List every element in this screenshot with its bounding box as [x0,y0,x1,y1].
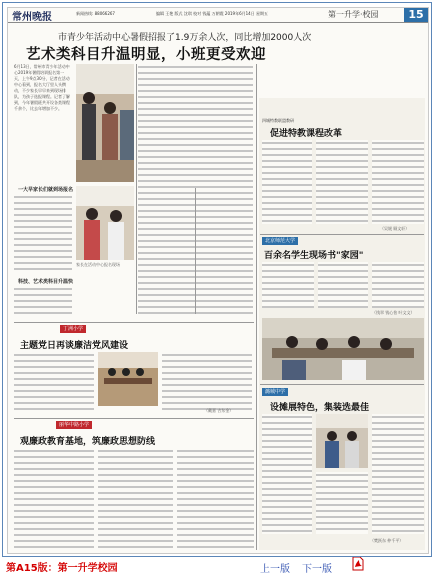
section-divider [14,418,254,419]
right-bottom-body [262,414,312,534]
story3-body [98,448,173,548]
hotline: 新闻热线: 88066267 [76,11,115,16]
story2-photo [98,352,158,406]
masthead [8,8,428,23]
right-story-title: 百余名学生现场书"家园" [264,251,364,261]
story3-tag: 丽华中路小学 [56,421,92,429]
story3-body [177,448,254,548]
right-bottom-title: 设摊展特色，集装选最佳 [270,403,370,413]
lead-photo [76,64,134,182]
section-name: 第一升学·校园 [328,10,379,19]
section-divider [260,384,424,385]
story2-caption: （戴嘉 吉东金） [204,408,234,413]
masthead-info: 编辑 王艳 版式 沈琪 校对 钱蕴 万朝霞 2019年6月14日 星期五 [156,11,268,16]
section-divider [14,322,254,323]
lead-body-column [14,194,72,274]
right-top-body [372,140,424,224]
right-story-photo [262,318,424,380]
prev-page-link[interactable]: 上一版 [260,564,290,575]
story3-body [14,448,94,548]
lead-subhead-2: 科技、艺术类科目升温快 [18,279,74,285]
section-divider [260,234,424,235]
right-bottom-body [372,414,424,534]
right-story-body [262,262,314,308]
right-story-body [318,262,368,308]
next-page-link[interactable]: 下一版 [302,564,332,575]
right-top-body [262,140,312,224]
right-bottom-body [316,472,368,534]
lead-kicker: 市青少年活动中心暑假招报了1.9万余人次，同比增加2000人次 [58,33,312,43]
story2-title: 主题党日再谈廉洁党风建设 [20,341,129,351]
newspaper-logo: 常州晚报 [12,12,52,23]
lead-body-text: 6月13日，常州市青少年活动中心2019年暑假培训报名第一天，上午9点30分，记者在活动中心看到，报名大厅里人头攒动，不少家长早早来到现场排队，为孩子选报课程。记者了解到，今年暑假班共开设各类课程千余个，比去年增加不少。 [14,64,70,111]
lead-body-column [14,286,72,316]
right-bottom-tag: 潞城中学 [262,388,288,396]
page-frame [2,2,432,557]
right-story-tag: 北京师范大学 [262,237,298,245]
right-story-body [372,262,424,308]
right-top-body [316,140,368,224]
story2-body [162,352,252,414]
right-bottom-photo [316,414,368,468]
right-top-caption: （吴媛 顾文轩） [380,226,410,231]
right-top-label: 四城特教联盟教研 [262,118,294,123]
main-column-rule [256,64,257,550]
lead-photo-2 [76,186,134,260]
column-rule [136,64,137,314]
page-number-badge: 15 [404,8,428,22]
lead-subhead-1: 一大早家长们就到场报名 [18,187,74,193]
newspaper-page [7,7,429,554]
lead-photo-caption: 家长在活动中心报名现场 [76,262,120,267]
right-bottom-caption: （樊跃东 仲千平） [370,538,404,543]
pdf-download-icon[interactable] [352,556,364,570]
column-rule [195,188,196,314]
lead-headline: 艺术类科目升温明显，小班更受欢迎 [26,47,266,63]
story2-body [14,352,94,414]
right-top-title: 促进特教课程改革 [270,129,343,139]
story2-tag: 丁洲小学 [60,325,86,333]
right-story-caption: （钱翠 钱心怡 叶文文） [372,310,415,315]
section-label: 第A15版：第一升学校园 [6,563,118,574]
story3-title: 观廉政教育基地，筑廉政思想防线 [20,437,156,447]
